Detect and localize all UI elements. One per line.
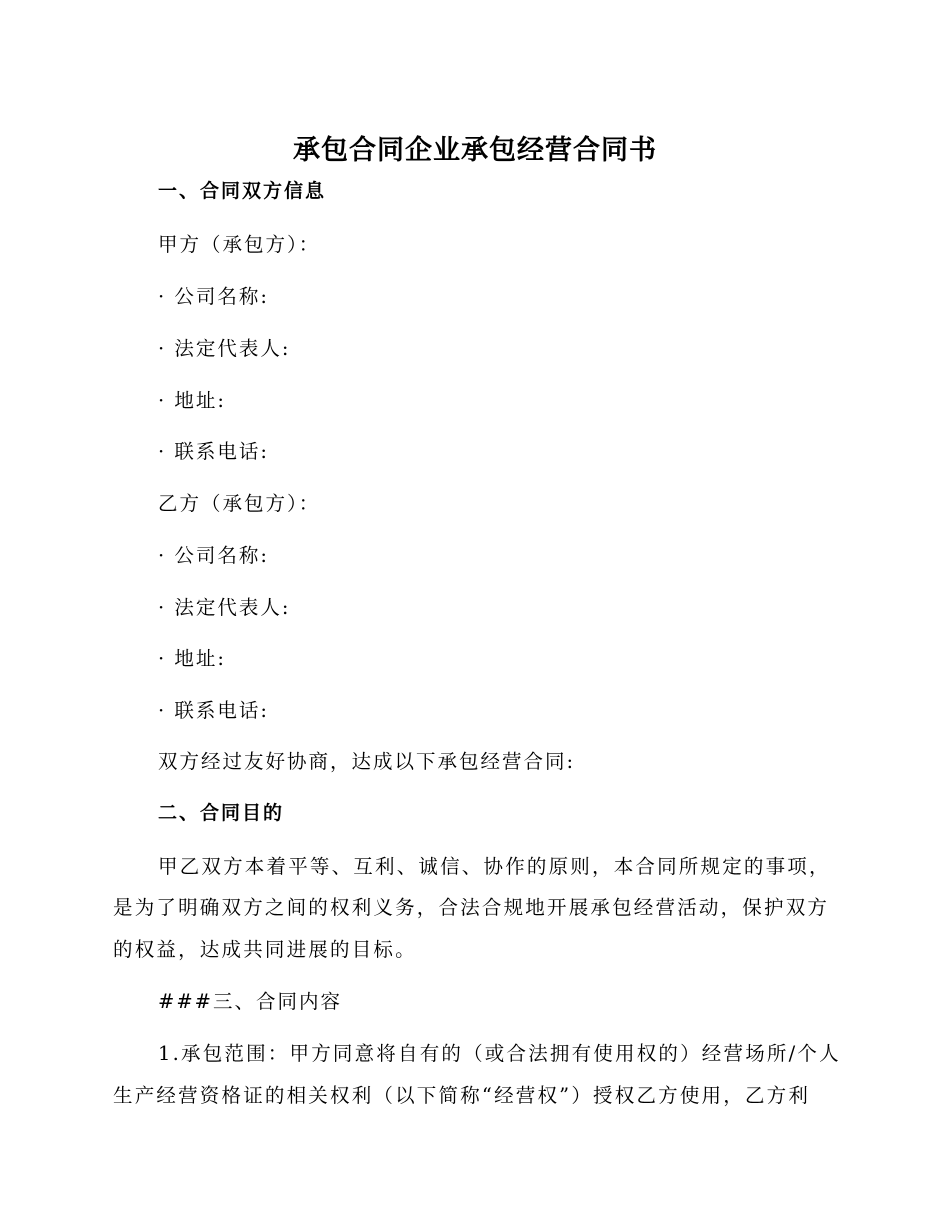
section2-line: 是为了明确双方之间的权利义务，合法合规地开展承包经营活动，保护双方 — [113, 896, 830, 919]
agreement-statement: 双方经过友好协商，达成以下承包经营合同: — [158, 750, 576, 773]
section1-heading: 一、合同双方信息 — [158, 180, 327, 202]
party-b-phone-field: · 联系电话: — [158, 699, 269, 722]
document-title: 承包合同企业承包经营合同书 — [293, 135, 657, 166]
party-a-phone-field: · 联系电话: — [158, 440, 269, 463]
section3-line: 1.承包范围：甲方同意将自有的（或合法拥有使用权的）经营场所/个人 — [158, 1042, 841, 1065]
party-a-label: 甲方（承包方）： — [158, 233, 321, 256]
party-b-company-field: · 公司名称: — [158, 544, 269, 567]
section3-line: 生产经营资格证的相关权利（以下简称“经营权”）授权乙方使用，乙方利 — [113, 1084, 811, 1107]
party-b-rep-field: · 法定代表人: — [158, 596, 291, 619]
party-a-company-field: · 公司名称: — [158, 285, 269, 308]
section3-heading: ###三、合同内容 — [158, 990, 343, 1013]
section2-line: 甲乙双方本着平等、互利、诚信、协作的原则，本合同所规定的事项， — [158, 855, 831, 878]
party-b-label: 乙方（承包方）： — [158, 492, 321, 515]
party-a-address-field: · 地址: — [158, 389, 226, 412]
section2-heading: 二、合同目的 — [158, 802, 285, 824]
party-b-address-field: · 地址: — [158, 647, 226, 670]
party-a-rep-field: · 法定代表人: — [158, 337, 291, 360]
section2-line: 的权益，达成共同进展的目标。 — [113, 938, 417, 961]
